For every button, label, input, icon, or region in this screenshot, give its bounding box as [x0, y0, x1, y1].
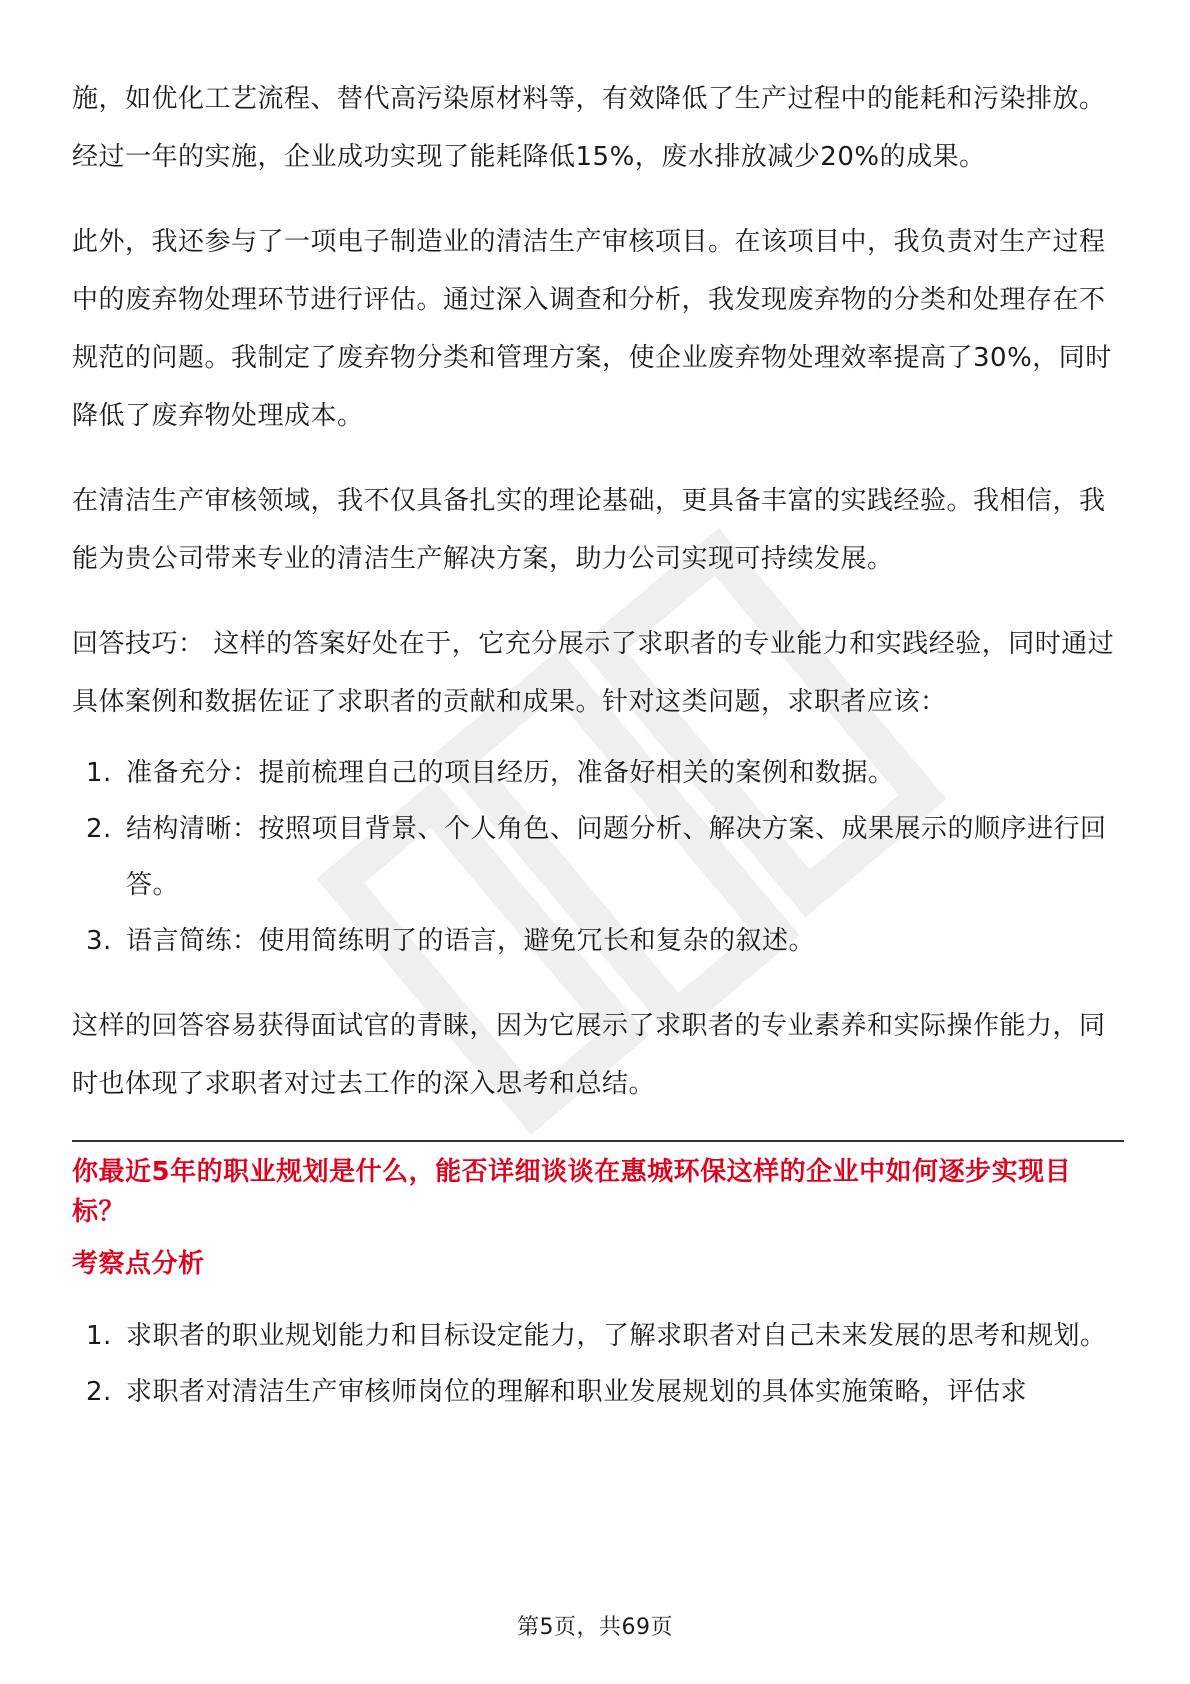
list-item-text: 准备充分：提前梳理自己的项目经历，准备好相关的案例和数据。 — [126, 758, 895, 788]
list-item — [72, 913, 1124, 969]
list-item — [72, 1308, 1124, 1364]
closing-paragraph: 这样的回答容易获得面试官的青睐，因为它展示了求职者的专业素养和实际操作能力，同时也体现了求职者对过去工作的深入思考和总结。 — [72, 1011, 1106, 1099]
section-divider — [72, 1140, 1124, 1142]
tips-list — [72, 745, 1124, 969]
list-item-text: 语言简练：使用简练明了的语言，避免冗长和复杂的叙述。 — [126, 926, 816, 956]
question-heading: 你最近5年的职业规划是什么，能否详细谈谈在惠城环保这样的企业中如何逐步实现目标？ — [72, 1157, 1072, 1227]
list-number: 2. — [86, 814, 112, 844]
analysis-title: 考察点分析 — [72, 1249, 205, 1279]
paragraph: 此外，我还参与了一项电子制造业的清洁生产审核项目。在该项目中，我负责对生产过程中的废弃物处理环节进行评估。通过深入调查和分析，我发现废弃物的分类和处理存在不规范的问题。我制定了废弃物分类和管理方案，使企业废弃物处理效率提高了30%，同时降低了废弃物处理成本。 — [72, 227, 1112, 431]
list-item — [72, 745, 1124, 801]
analysis-list — [72, 1308, 1124, 1420]
paragraph: 在清洁生产审核领域，我不仅具备扎实的理论基础，更具备丰富的实践经验。我相信，我能为贵公司带来专业的清洁生产解决方案，助力公司实现可持续发展。 — [72, 486, 1106, 574]
list-item-text: 求职者的职业规划能力和目标设定能力，了解求职者对自己未来发展的思考和规划。 — [126, 1321, 1107, 1351]
answer-tips-paragraph: 回答技巧： 这样的答案好处在于，它充分展示了求职者的专业能力和实践经验，同时通过具体案例和数据佐证了求职者的贡献和成果。针对这类问题，求职者应该： — [72, 629, 1115, 717]
list-number: 2. — [86, 1377, 112, 1407]
page-content — [72, 70, 1124, 1448]
list-number: 1. — [86, 758, 112, 788]
page-footer: 第5页，共69页 — [517, 1615, 673, 1640]
list-item — [72, 1364, 1124, 1420]
list-item-text: 求职者对清洁生产审核师岗位的理解和职业发展规划的具体实施策略，评估求 — [126, 1377, 1028, 1407]
list-item — [72, 801, 1124, 913]
list-number: 1. — [86, 1321, 112, 1351]
list-item-text: 结构清晰：按照项目背景、个人角色、问题分析、解决方案、成果展示的顺序进行回答。 — [126, 814, 1107, 900]
paragraph: 施，如优化工艺流程、替代高污染原材料等，有效降低了生产过程中的能耗和污染排放。经过一年的实施，企业成功实现了能耗降低15%，废水排放减少20%的成果。 — [72, 84, 1106, 172]
list-number: 3. — [86, 926, 112, 956]
